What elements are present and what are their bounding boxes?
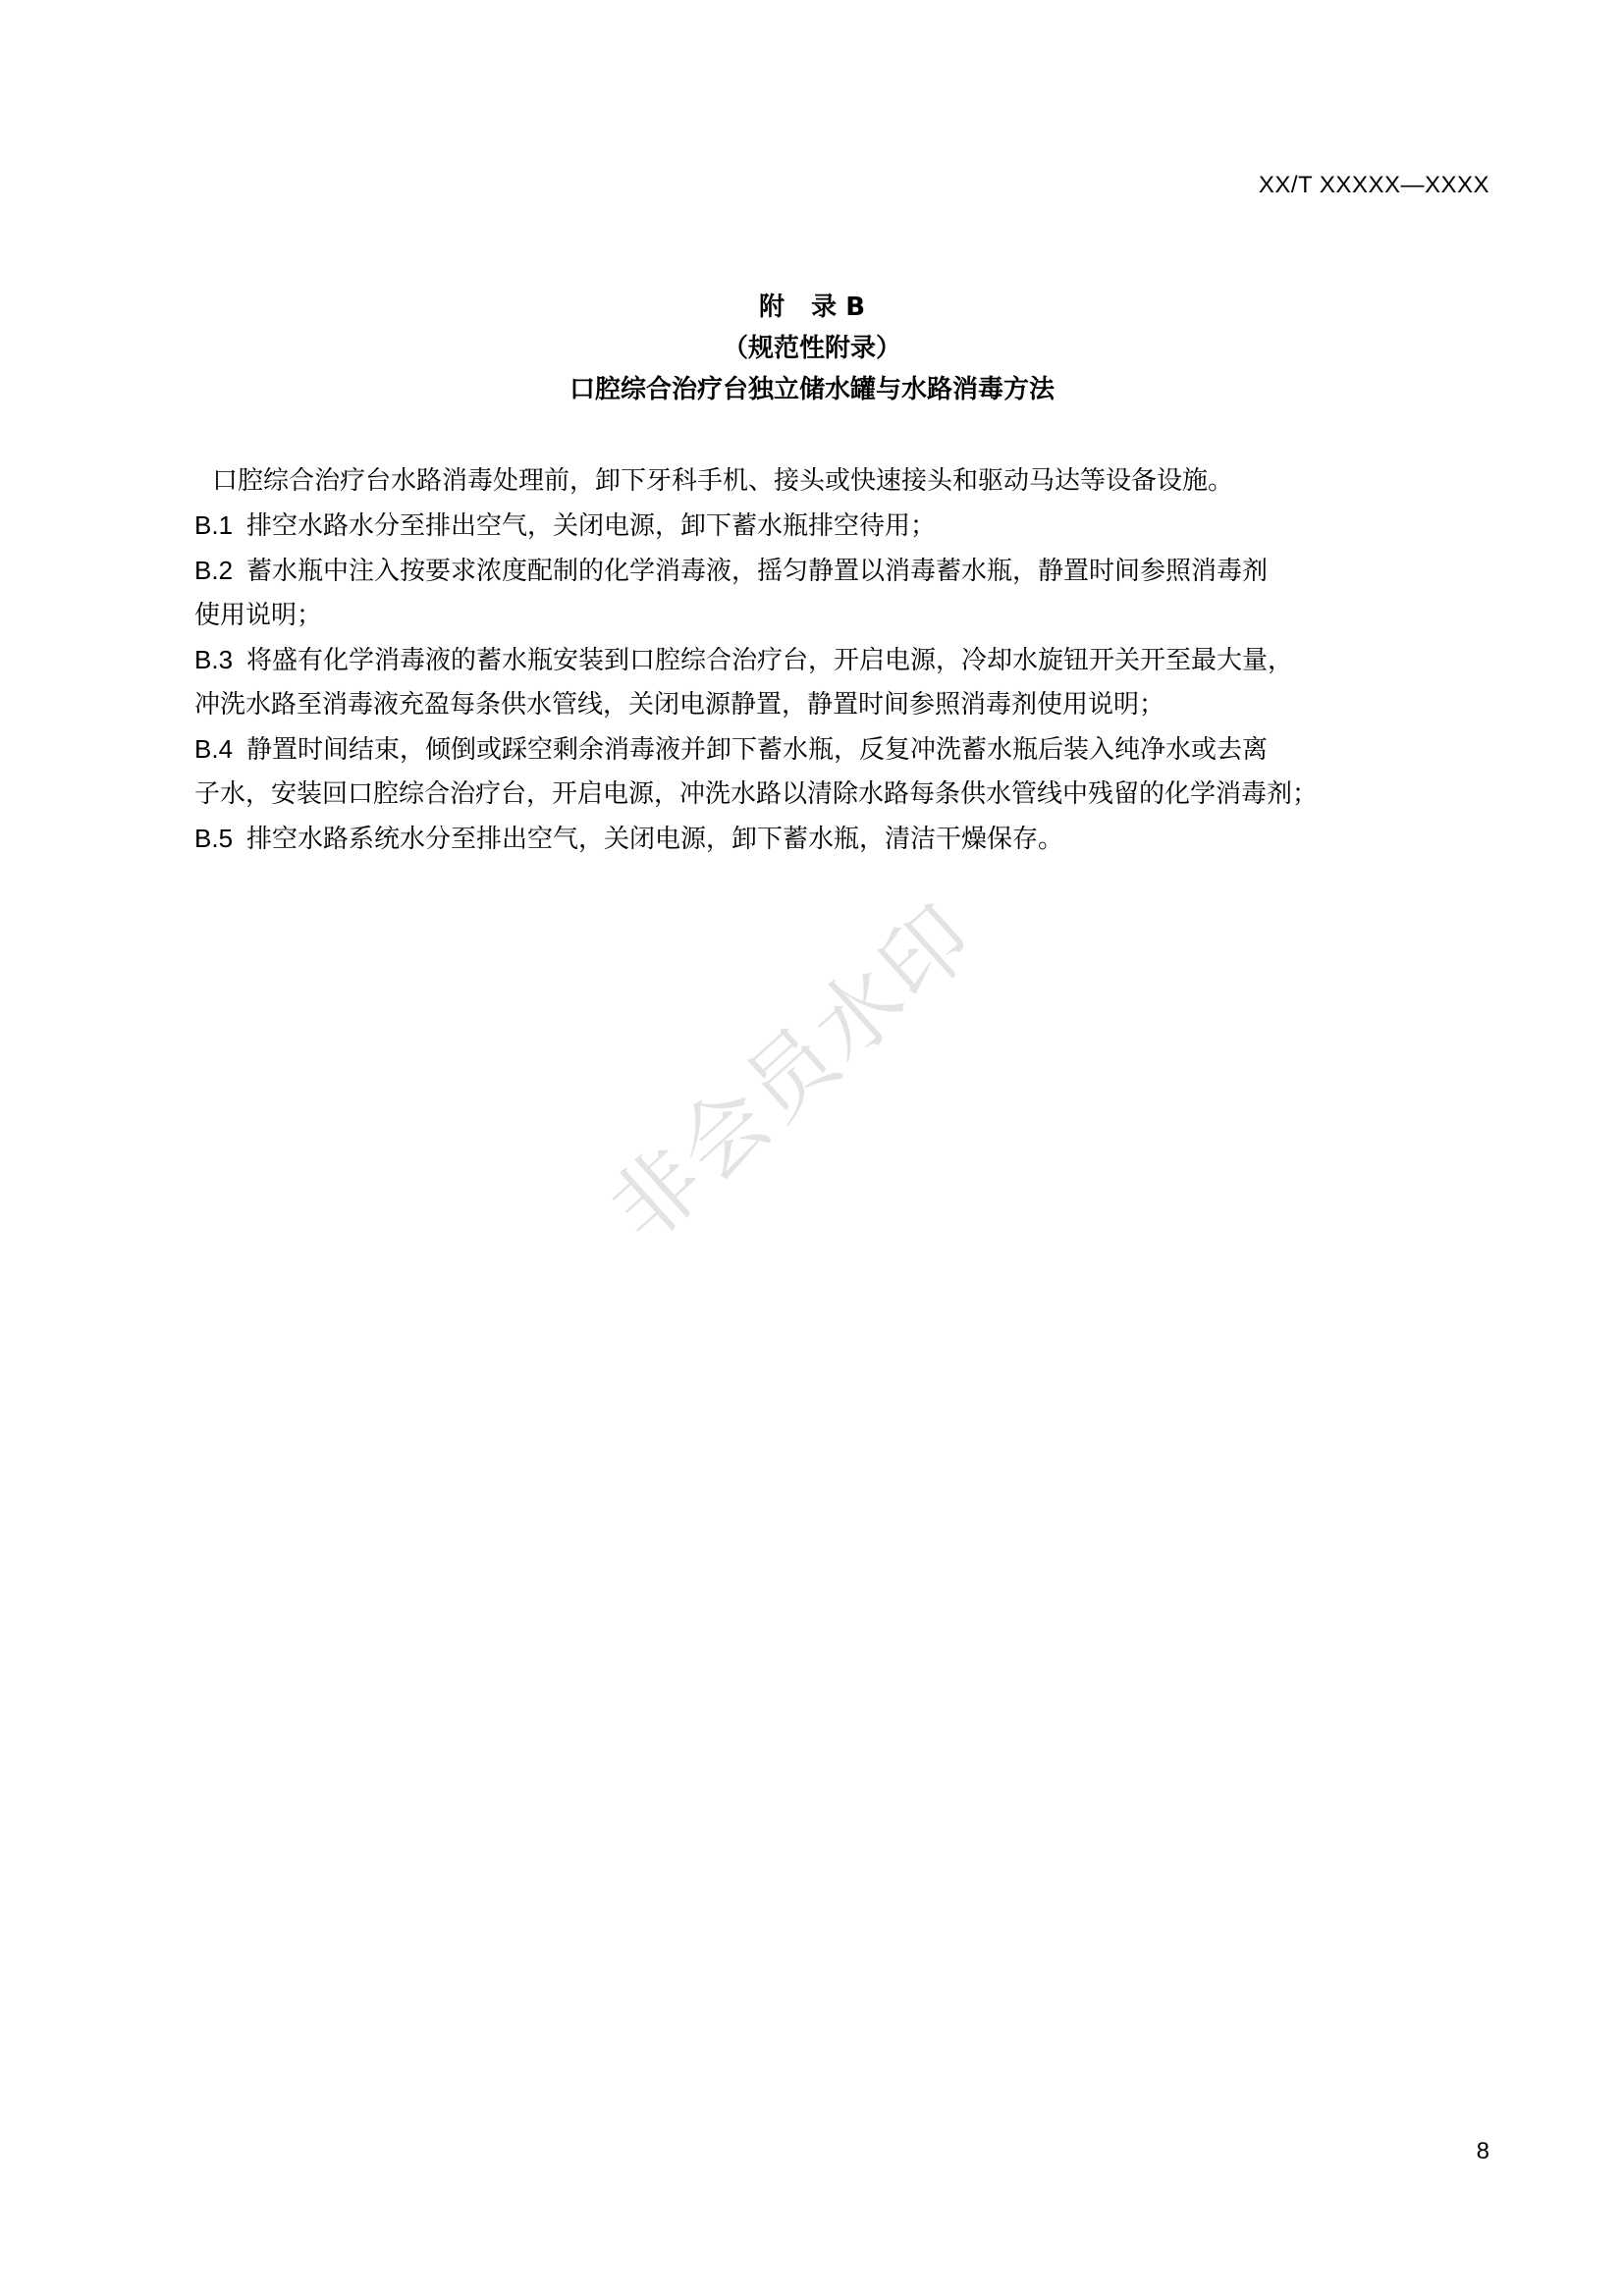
clause-text: 排空水路水分至排出空气，关闭电源，卸下蓄水瓶排空待用； [246,511,937,541]
page-number: 8 [1476,2138,1489,2164]
clause-number: B.4 [194,734,234,764]
clause-b1 [194,504,1451,549]
clause-text: 静置时间结束，倾倒或踩空剩余消毒液并卸下蓄水瓶，反复冲洗蓄水瓶后装入纯净水或去离 [246,735,1269,765]
clause-b2-continuation: 使用说明； [194,601,323,630]
appendix-type: （规范性附录） [722,334,901,363]
clause-number: B.5 [194,824,234,853]
clause-number: B.1 [194,510,234,540]
appendix-label: 附 录 B [758,293,866,322]
clause-b4 [194,727,1451,773]
document-code: XX/T XXXXX—XXXX [1258,172,1489,198]
clause-b3-continuation: 冲洗水路至消毒液充盈每条供水管线，关闭电源静置，静置时间参照消毒剂使用说明； [194,690,1165,720]
appendix-title-block [0,287,1624,410]
clause-number: B.2 [194,556,234,585]
clause-b4-continuation: 子水，安装回口腔综合治疗台，开启电源，冲洗水路以清除水路每条供水管线中残留的化学消毒剂； [194,779,1319,809]
clause-text: 排空水路系统水分至排出空气，关闭电源，卸下蓄水瓶，清洁干燥保存。 [246,825,1064,854]
intro-paragraph: 口腔综合治疗台水路消毒处理前，卸下牙科手机、接头或快速接头和驱动马达等设备设施。 [212,466,1234,496]
clause-b2 [194,549,1451,594]
clause-text: 将盛有化学消毒液的蓄水瓶安装到口腔综合治疗台，开启电源，冷却水旋钮开关开至最大量， [246,646,1294,675]
appendix-body [194,459,1451,862]
clause-b3 [194,638,1451,683]
appendix-title: 口腔综合治疗台独立储水罐与水路消毒方法 [568,375,1055,404]
clause-number: B.3 [194,645,234,674]
clause-text: 蓄水瓶中注入按要求浓度配制的化学消毒液，摇匀静置以消毒蓄水瓶，静置时间参照消毒剂 [246,557,1269,586]
watermark: 非会员水印 [591,883,995,1261]
clause-b5 [194,817,1451,862]
